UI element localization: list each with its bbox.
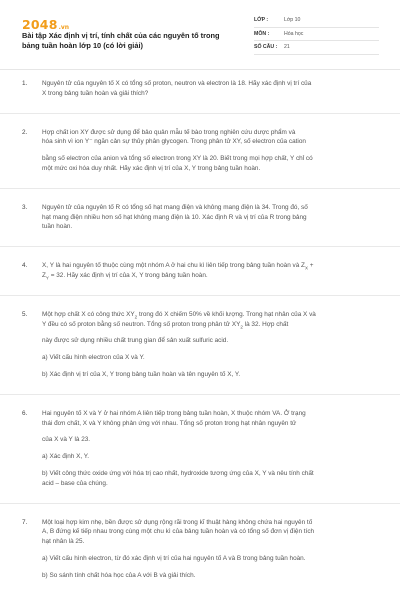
subscript: 2 xyxy=(240,323,243,329)
logo-number: 2048 xyxy=(22,17,58,32)
question-text-line: Hợp chất ion XY được sử dụng để bảo quản mẫu tế bào trong nghiên cứu dược phẩm và xyxy=(42,128,296,136)
question-text-line xyxy=(42,310,378,320)
question-7 xyxy=(0,518,400,581)
question-part-b: b) Viết công thức oxide ứng với hóa trị cao nhất, hydroxide tương ứng của X, Y và nêu tính chất xyxy=(42,469,314,477)
question-part-a: a) Xác định X, Y. xyxy=(42,453,90,461)
question-number: 3. xyxy=(22,203,28,211)
question-divider xyxy=(0,503,400,504)
question-text-line: tuần hoàn. xyxy=(42,223,73,231)
question-text-line: X trong bảng tuần hoàn và giải thích? xyxy=(42,89,149,97)
page-header xyxy=(0,0,400,64)
meta-key: SỐ CÂU : xyxy=(254,44,278,51)
question-text-line: hóa sinh vì ion Y⁻ ngăn cản sự thủy phân glycogen. Trong phân tử XY, số electron của cation xyxy=(42,138,306,146)
text-run: là 32. Hợp chất xyxy=(242,320,289,328)
question-number: 1. xyxy=(22,80,28,87)
meta-value: 21 xyxy=(284,44,290,51)
question-text-line: Nguyên tử của nguyên tố R có tổng số hạt mang điện và không mang điện là 34. Trong đó, số xyxy=(42,203,308,211)
question-part-a: a) Viết cấu hình electron, từ đó xác định vị trí của hai nguyên tố A và B trong bảng tuần hoàn. xyxy=(42,554,306,562)
meta-row-grade xyxy=(254,14,379,28)
subscript: X xyxy=(304,265,308,271)
logo-suffix: .vn xyxy=(58,24,70,31)
subscript: Y xyxy=(45,275,49,281)
question-5 xyxy=(0,310,400,380)
meta-table xyxy=(254,14,379,55)
question-2 xyxy=(0,128,400,174)
question-part-b: b) So sánh tính chất hóa học của A với B và giải thích. xyxy=(42,571,196,579)
question-list xyxy=(0,79,400,581)
question-number: 5. xyxy=(22,310,28,318)
question-number: 7. xyxy=(22,518,28,526)
question-text-line: bằng số electron của anion và tổng số electron trong XY là 20. Biết trong mọi hợp chất, Y chỉ có xyxy=(42,155,313,163)
question-divider xyxy=(0,113,400,114)
meta-row-subject xyxy=(254,28,379,42)
question-text-line: hạt mang điện nhiều hơn số hạt không mang điện là 10. Xác định R và vị trí của R trong bảng xyxy=(42,213,307,221)
question-text-line: Một loại hợp kim nhẹ, bền được sử dụng rộng rãi trong kĩ thuật hàng không chứa hai nguyên tố xyxy=(42,518,313,526)
question-number: 2. xyxy=(22,128,28,136)
question-text-line: một mức oxi hóa duy nhất. Hãy xác định vị trí của X, Y trong bảng tuần hoàn. xyxy=(42,164,261,172)
question-text-line: hạt nhân là 25. xyxy=(42,538,85,546)
question-number: 6. xyxy=(22,409,28,417)
question-divider xyxy=(0,295,400,296)
meta-key: MÔN : xyxy=(254,30,270,37)
question-divider xyxy=(0,246,400,247)
question-text-line: của X và Y là 23. xyxy=(42,436,91,444)
question-part-a: a) Viết cấu hình electron của X và Y. xyxy=(42,354,145,362)
question-1 xyxy=(0,79,400,99)
text-run: Y đều có số proton bằng số neutron. Tổng số proton trong phân tử XY xyxy=(42,320,241,328)
text-run: X, Y là hai nguyên tố thuộc cùng một nhóm A ở hai chu kì liên tiếp trong bảng tuần hoàn và Z xyxy=(42,262,305,270)
page-title: Bài tập Xác định vị trí, tính chất của các nguyên tố trong bảng tuần hoàn lớp 10 (có lời giải) xyxy=(22,31,220,50)
meta-key: LỚP : xyxy=(254,17,269,24)
question-part-b: acid – base của chúng. xyxy=(42,479,108,487)
text-run: Một hợp chất X có công thức XY xyxy=(42,310,135,318)
meta-row-count xyxy=(254,41,379,55)
text-run: Z xyxy=(42,271,46,279)
question-6 xyxy=(0,409,400,489)
question-text-line: Hai nguyên tố X và Y ở hai nhóm A liên tiếp trong bảng tuần hoàn, X thuộc nhóm VA. Ở trạng xyxy=(42,409,306,417)
header-divider xyxy=(0,69,400,70)
question-number: 4. xyxy=(22,262,28,270)
question-divider xyxy=(0,188,400,189)
text-run: trong đó X chiếm 50% về khối lượng. Trong hạt nhân của X và xyxy=(137,310,316,318)
question-text-line: Nguyên tử của nguyên tố X có tổng số proton, neutron và electron là 18. Hãy xác định vị trí của xyxy=(42,80,312,87)
question-text-line: A, B đứng kế tiếp nhau trong cùng một chu kì của bảng tuần hoàn và có tổng số đơn vị điện tích xyxy=(42,528,315,536)
question-text-line: này được sử dụng nhiều chất trung gian để sản xuất sulfuric acid. xyxy=(42,337,229,345)
question-text-line: thái đơn chất, X và Y không phản ứng với nhau. Tổng số proton trong hạt nhân nguyên tử xyxy=(42,419,297,427)
question-text-line xyxy=(42,271,378,281)
question-text-line xyxy=(42,320,378,330)
text-run: = 32. Hãy xác định vị trí của X, Y trong bảng tuần hoàn. xyxy=(48,271,208,279)
meta-value: Lớp 10 xyxy=(284,17,301,24)
subscript: 2 xyxy=(134,314,138,320)
question-part-b: b) Xác định vị trí của X, Y trong bảng tuần hoàn và tên nguyên tố X, Y. xyxy=(42,370,241,378)
question-divider xyxy=(0,394,400,395)
text-run: + xyxy=(307,262,314,270)
question-text-line xyxy=(42,261,378,271)
question-3 xyxy=(0,203,400,232)
question-4 xyxy=(0,261,400,281)
meta-value: Hóa học xyxy=(284,30,304,37)
